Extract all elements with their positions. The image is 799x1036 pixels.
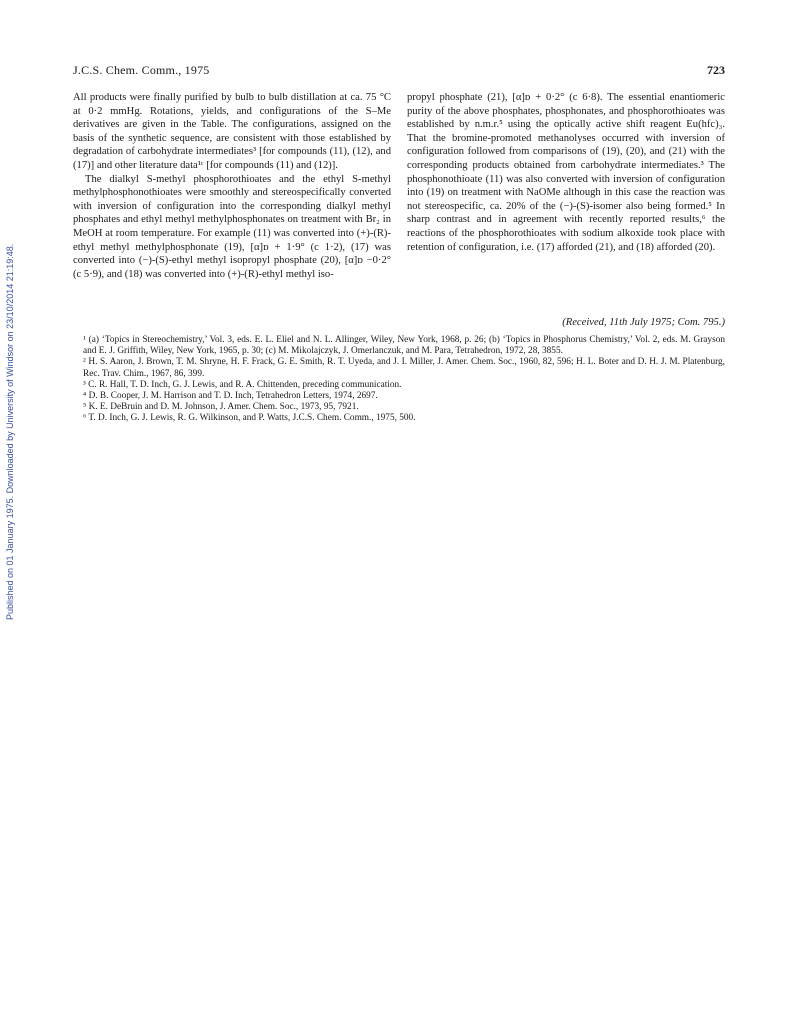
right-column: [407, 91, 725, 254]
footnote-1: ¹ (a) ‘Topics in Stereochemistry,’ Vol. 3, eds. E. L. Eliel and N. L. Allinger, Wiley, New York, 1968, p. 26; (b) ‘Topics in Phosphorus Chemistry,’ Vol. 2, eds. M. Grayson and E. J. Griffith, Wiley, New York, 1965, p. 30; (c) M. Mikolajczyk, J. Omerlanczuk, and M. Para, Tetrahedron, 1972, 28, 3855.: [83, 335, 725, 357]
page-header: [73, 63, 725, 79]
journal-citation: J.C.S. Chem. Comm., 1975: [73, 63, 210, 77]
left-column: [73, 91, 391, 281]
paragraph: propyl phosphate (21), [α]ᴅ + 0·2° (c 6·8). The essential enantiomeric purity of the above phosphates, phosphonates, and phosphorothioates was established by n.m.r.⁵ using the optically active shift reagent Eu(hfc)₃. That the bromine-promoted methanolyses occurred with inversion of configuration followed from comparisons of (19), (20), and (21) with the corresponding products obtained from carbohydrate intermediates.³ The phosphonothioate (11) was also converted with inversion of configuration into (19) on treatment with NaOMe although in this case the reaction was not stereospecific, ca. 20% of the (−)-(S)-isomer also being formed.⁵ In sharp contrast and in agreement with recently reported results,⁶ the reactions of the phosphorothioates with sodium alkoxide took place with retention of configuration, i.e. (17) afforded (21), and (18) afforded (20).: [407, 92, 725, 253]
download-stamp: Published on 01 January 1975. Downloaded by University of Windsor on 23/10/2014 21:19:48.: [5, 243, 15, 620]
paragraph: All products were finally purified by bulb to bulb distillation at ca. 75 °C at 0·2 mmHg. Rotations, yields, and configurations of the S–Me derivatives are given in the Table. The configurations, assigned on the basis of the synthetic sequence, are consistent with those established by degradation of carbohydrate intermediates³ [for compounds (11), (12), and (17)] and other literature data¹ᶜ [for compounds (11) and (12)].: [73, 92, 391, 171]
paragraph: The dialkyl S-methyl phosphorothioates and the ethyl S-methyl methylphosphonothioates were smoothly and stereospecifically converted with inversion of configuration into the corresponding dialkyl methyl phosphates and ethyl methyl methylphosphonates on treatment with Br₂ in MeOH at room temperature. For example (11) was converted into (+)-(R)-ethyl methyl methylphosphonate (19), [α]ᴅ + 1·9° (c 1·2), (17) was converted into (−)-(S)-ethyl methyl isopropyl phosphate (20), [α]ᴅ −0·2° (c 5·9), and (18) was converted into (+)-(R)-ethyl methyl iso-: [73, 173, 391, 280]
received-date: (Received, 11th July 1975; Com. 795.): [562, 317, 725, 328]
page-number: 723: [707, 63, 725, 77]
footnotes: [73, 335, 725, 425]
footnote-4: ⁴ D. B. Cooper, J. M. Harrison and T. D. Inch, Tetrahedron Letters, 1974, 2697.: [83, 391, 378, 402]
footnote-2: ² H. S. Aaron, J. Brown, T. M. Shryne, H. F. Frack, G. E. Smith, R. T. Uyeda, and J. I. Miller, J. Amer. Chem. Soc., 1960, 82, 596; H. L. Boter and D. H. J. M. Platenburg, Rec. Trav. Chim., 1967, 86, 399.: [83, 357, 725, 379]
footnote-3: ³ C. R. Hall, T. D. Inch, G. J. Lewis, and R. A. Chittenden, preceding communication.: [83, 379, 402, 390]
footnote-5: ⁵ K. E. DeBruin and D. M. Johnson, J. Amer. Chem. Soc., 1973, 95, 7921.: [83, 402, 359, 413]
footnote-6: ⁶ T. D. Inch, G. J. Lewis, R. G. Wilkinson, and P. Watts, J.C.S. Chem. Comm., 1975, 500.: [83, 413, 416, 424]
